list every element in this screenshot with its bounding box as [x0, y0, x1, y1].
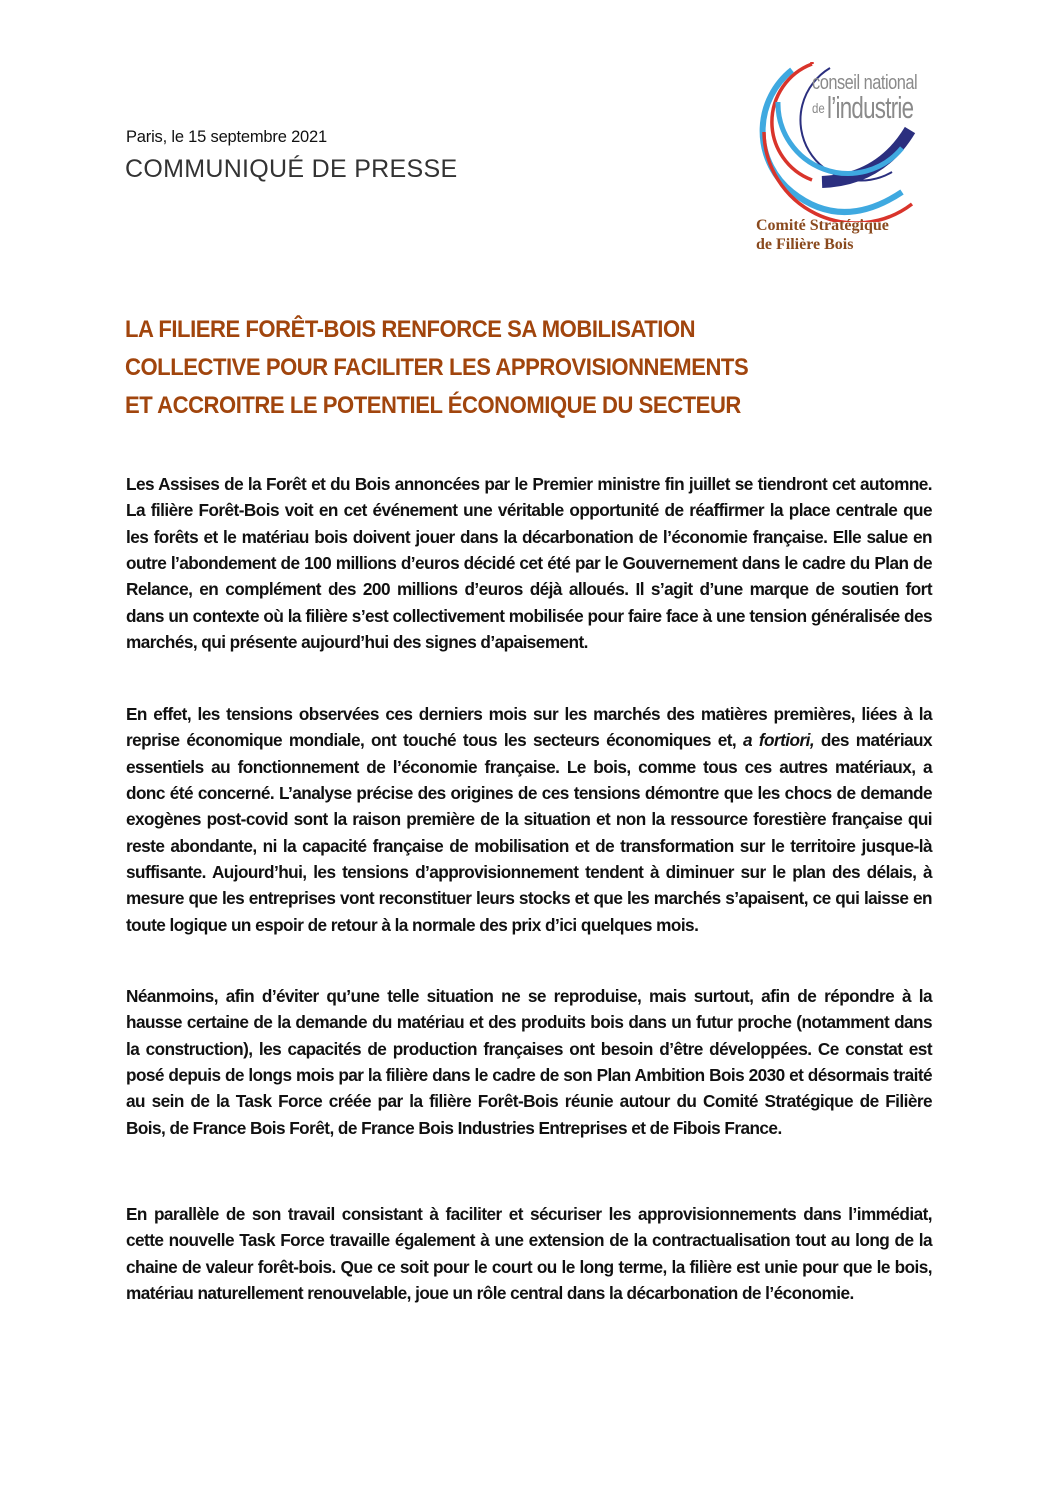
- paragraph-3: Néanmoins, afin d’éviter qu’une telle situation ne se reproduise, mais surtout, afin de répondre à la hausse certaine de la demande du matériau et des produits bois dans un futur proche (notamment dans la construction), les capacités de production françaises ont besoin d’être développées. Ce constat est posé depuis de longs mois par la filière dans le cadre de son Plan Ambition Bois 2030 et désormais traité au sein de la Task Force créée par la filière Forêt-Bois réunie autour du Comité Stratégique de Filière Bois, de France Bois Forêt, de France Bois Industries Entreprises et de Fibois France.: [126, 986, 932, 1138]
- headline: [125, 311, 845, 425]
- logo-text-prefix: de: [812, 100, 825, 116]
- headline-line: COLLECTIVE POUR FACILITER LES APPROVISIONNEMENTS: [125, 354, 749, 381]
- paragraph-2-start: En effet, les tensions observées ces derniers mois sur les marchés des matières premières, liées à la reprise économique mondiale, ont touché tous les secteurs économiques et,: [126, 704, 932, 751]
- paragraph-2-end: des matériaux essentiels au fonctionnement de l’économie française. Le bois, comme tous ces autres matériaux, a donc été concerné. L’analyse précise des origines de ces tensions démontre que les chocs de demande exogènes post-covid sont la raison première de la situation et non la ressource forestière française qui reste abondante, ni la capacité française de mobilisation et de transformation sur le territoire jusque-là suffisante. Aujourd’hui, les tensions d’approvisionnement tendent à diminuer sur le plan des délais, à mesure que les entreprises vont reconstituer leurs stocks et que les marchés s’apaisent, ce qui laisse en toute logique un espoir de retour à la normale des prix d’ici quelques mois.: [126, 730, 933, 935]
- headline-line: LA FILIERE FORÊT-BOIS RENFORCE SA MOBILISATION: [125, 316, 696, 343]
- paragraph-1: Les Assises de la Forêt et du Bois annoncées par le Premier ministre fin juillet se tiendront cet automne. La filière Forêt-Bois voit en cet événement une véritable opportunité de réaffirmer la place centrale que les forêts et le matériau bois doivent jouer dans la décarbonation de l’économie française. Elle salue en outre l’abondement de 100 millions d’euros décidé cet été par le Gouvernement dans le cadre du Plan de Relance, en complément des 200 millions d’euros déjà alloués. Il s’agit d’une marque de soutien fort dans un contexte où la filière s’est collectivement mobilisée pour faire face à une tension généralisée des marchés, qui présente aujourd’hui des signes d’apaisement.: [126, 474, 932, 652]
- dateline: Paris, le 15 septembre 2021: [126, 128, 327, 146]
- paragraph-2-italic: a fortiori,: [742, 730, 815, 751]
- document-type-title: COMMUNIQUÉ DE PRESSE: [125, 155, 458, 183]
- committee-line2: de Filière Bois: [756, 236, 854, 253]
- committee-line1: Comité Stratégique: [756, 217, 889, 234]
- logo-text-line1: conseil national: [812, 72, 918, 94]
- headline-line: ET ACCROITRE LE POTENTIEL ÉCONOMIQUE DU SECTEUR: [125, 392, 741, 419]
- committee-name: [756, 216, 889, 254]
- paragraph-2: [126, 701, 932, 938]
- paragraph-4: En parallèle de son travail consistant à faciliter et sécuriser les approvisionnements dans l’immédiat, cette nouvelle Task Force travaille également à une extension de la contractualisation tout au long de la chaine de valeur forêt-bois. Que ce soit pour le court ou le long terme, la filière est unie pour que le bois, matériau naturellement renouvelable, joue un rôle central dans la décarbonation de l’économie.: [126, 1204, 932, 1304]
- logo-text-line2: l’industrie: [827, 90, 914, 125]
